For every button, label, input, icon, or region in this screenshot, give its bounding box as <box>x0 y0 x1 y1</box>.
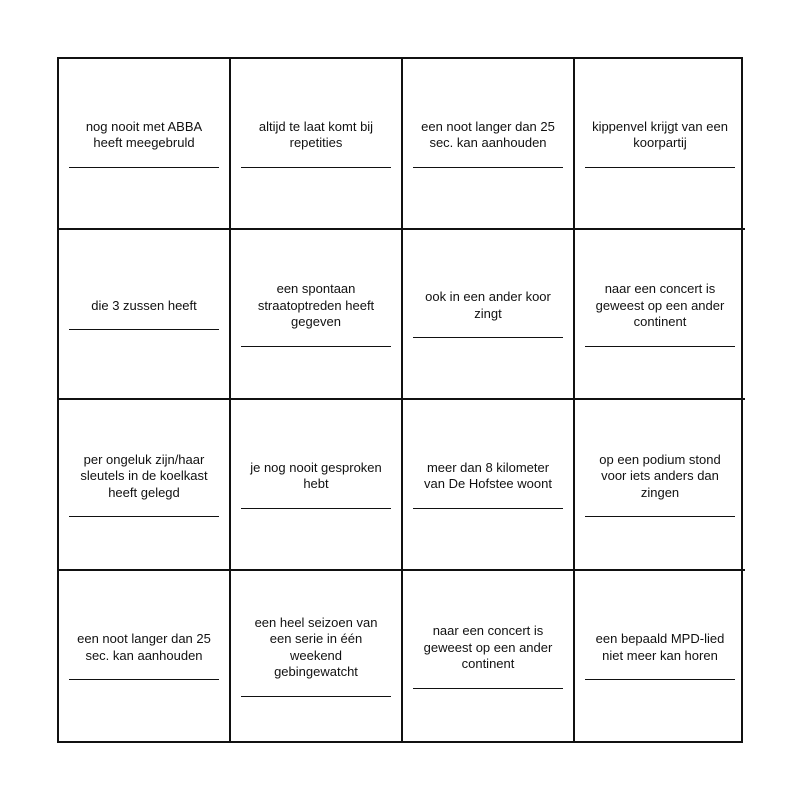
cell-text: je nog nooit gesproken hebt <box>250 459 382 492</box>
bingo-cell[interactable] <box>403 571 575 742</box>
name-line <box>585 167 735 168</box>
bingo-cell[interactable] <box>59 230 231 401</box>
name-line <box>241 508 391 509</box>
cell-text: ook in een ander koor zingt <box>425 289 551 321</box>
cell-text: een heel seizoen van een serie in één weekend gebingewatcht <box>254 614 378 680</box>
bingo-cell[interactable] <box>59 59 231 230</box>
name-line <box>413 688 563 689</box>
bingo-cell[interactable] <box>403 400 575 571</box>
name-line <box>69 167 219 168</box>
cell-text: naar een concert is geweest op een ander continent <box>595 281 725 329</box>
cell-text: een noot langer dan 25 sec. kan aanhouden <box>421 118 555 151</box>
bingo-cell[interactable] <box>231 571 403 742</box>
name-line <box>585 516 735 517</box>
bingo-cell[interactable] <box>575 571 745 742</box>
bingo-cell[interactable] <box>231 59 403 230</box>
bingo-cell[interactable] <box>575 59 745 230</box>
cell-text: kippenvel krijgt van een koorpartij <box>592 118 728 151</box>
bingo-cell[interactable] <box>59 400 231 571</box>
name-line <box>585 679 735 680</box>
bingo-cell[interactable] <box>575 400 745 571</box>
name-line <box>241 346 391 347</box>
cell-text: meer dan 8 kilometer van De Hofstee woont <box>424 459 552 492</box>
cell-text: een bepaald MPD-lied niet meer kan horen <box>595 631 725 663</box>
name-line <box>413 167 563 168</box>
name-line <box>241 167 391 168</box>
name-line <box>585 346 735 347</box>
cell-text: naar een concert is geweest op een ander continent <box>423 623 553 671</box>
bingo-cell[interactable] <box>403 230 575 401</box>
cell-text: die 3 zussen heeft <box>91 297 197 313</box>
bingo-cell[interactable] <box>59 571 231 742</box>
name-line <box>69 329 219 330</box>
name-line <box>413 508 563 509</box>
cell-text: nog nooit met ABBA heeft meegebruld <box>85 118 203 151</box>
name-line <box>413 337 563 338</box>
cell-text: een spontaan straatoptreden heeft gegeven <box>257 281 375 329</box>
bingo-cell[interactable] <box>403 59 575 230</box>
cell-text: een noot langer dan 25 sec. kan aanhouden <box>77 631 211 663</box>
name-line <box>241 696 391 697</box>
cell-text: op een podium stond voor iets anders dan zingen <box>599 451 721 500</box>
bingo-cell[interactable] <box>231 230 403 401</box>
name-line <box>69 679 219 680</box>
bingo-cell[interactable] <box>575 230 745 401</box>
name-line <box>69 516 219 517</box>
cell-text: per ongeluk zijn/haar sleutels in de koelkast heeft gelegd <box>80 451 208 500</box>
bingo-cell[interactable] <box>231 400 403 571</box>
bingo-grid <box>57 57 743 743</box>
cell-text: altijd te laat komt bij repetities <box>258 118 374 151</box>
